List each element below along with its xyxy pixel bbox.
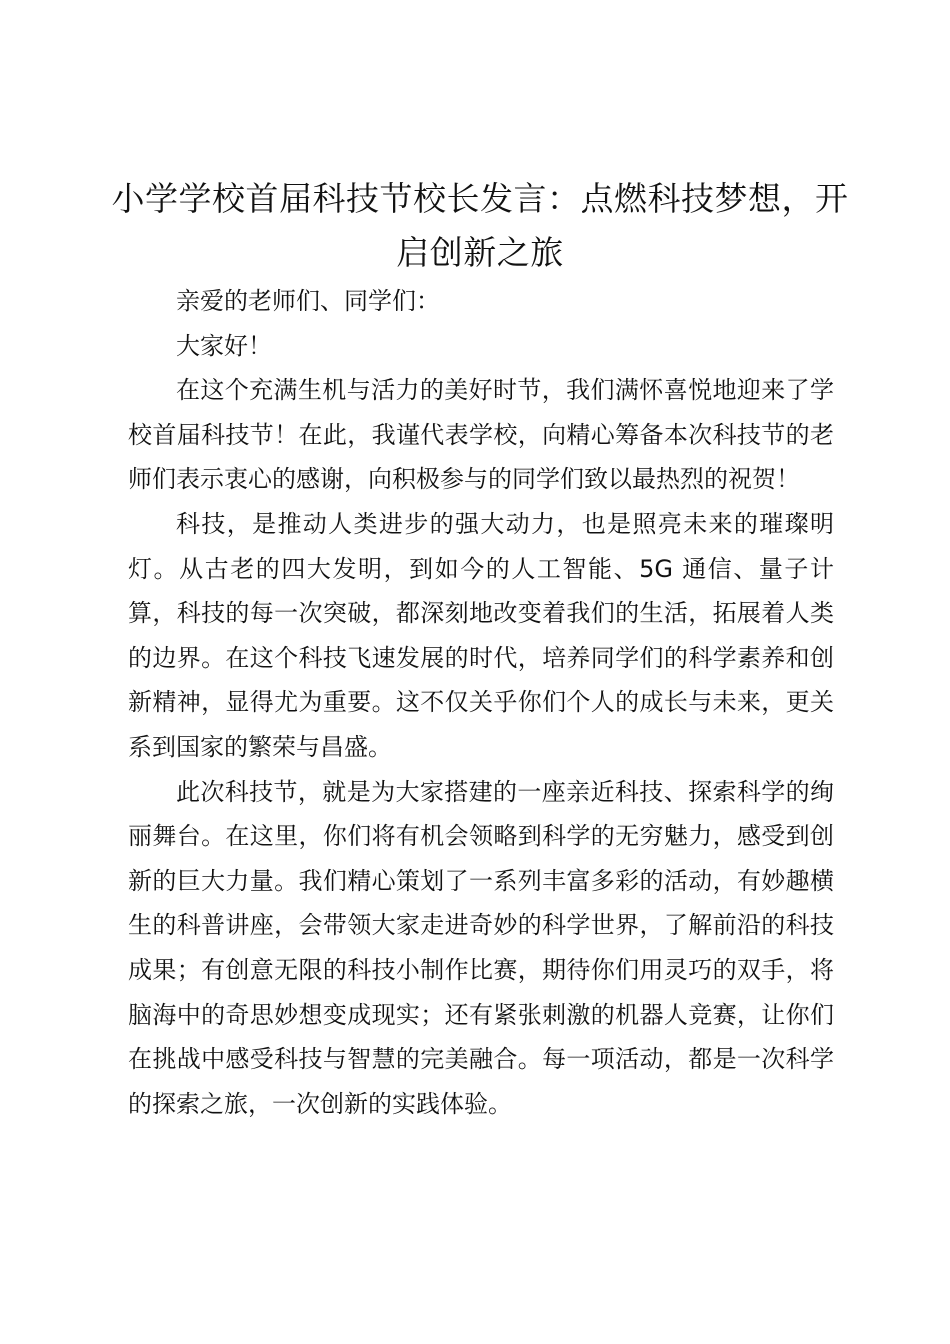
paragraph-greeting: 大家好！ xyxy=(176,331,272,360)
paragraph-salutation: 亲爱的老师们、同学们： xyxy=(176,287,440,315)
paragraph-festival-activities: 此次科技节，就是为大家搭建的一座亲近科技、探索科学的绚丽舞台。在这里，你们将有机会领略到科学的无穷魅力，感受到创新的巨大力量。我们精心策划了一系列丰富多彩的活动，有妙趣横生的科普讲座，会带领大家走进奇妙的科学世界，了解前沿的科技成果；有创意无限的科技小制作比赛，期待你们用灵巧的双手，将脑海中的奇思妙想变成现实；还有紧张刺激的机器人竞赛，让你们在挑战中感受科技与智慧的完美融合。每一项活动，都是一次科学的探索之旅，一次创新的实践体验。 xyxy=(128,777,834,1118)
document-body xyxy=(128,279,834,1126)
paragraph-technology: 科技，是推动人类进步的强大动力，也是照亮未来的璀璨明灯。从古老的四大发明，到如今的人工智能、5G 通信、量子计算，科技的每一次突破，都深刻地改变着我们的生活，拓展着人类的边界。在这个科技飞速发展的时代，培养同学们的科学素养和创新精神，显得尤为重要。这不仅关乎你们个人的成长与未来，更关系到国家的繁荣与昌盛。 xyxy=(128,509,834,761)
paragraph-opening: 在这个充满生机与活力的美好时节，我们满怀喜悦地迎来了学校首届科技节！在此，我谨代表学校，向精心筹备本次科技节的老师们表示衷心的感谢，向积极参与的同学们致以最热烈的祝贺！ xyxy=(128,376,834,494)
document-title: 小学学校首届科技节校长发言：点燃科技梦想，开启创新之旅 xyxy=(111,179,849,272)
